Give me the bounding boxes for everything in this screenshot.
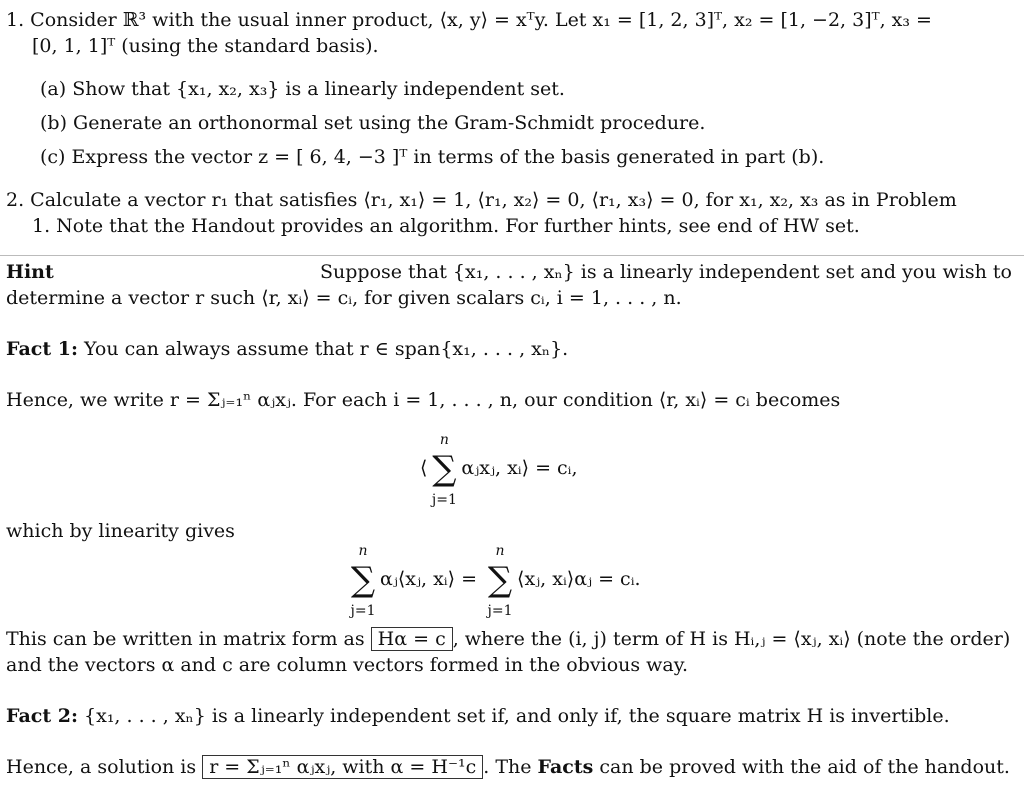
sigma-symbol: ∑ — [350, 560, 376, 600]
sigma-symbol: ∑ — [432, 449, 457, 489]
equation-2-rest: ⟨xⱼ, xᵢ⟩αⱼ = cᵢ. — [517, 568, 641, 590]
problem-1-line-1: 1. Consider ℝ³ with the usual inner product, ⟨x, y⟩ = xᵀy. Let x₁ = [1, 2, 3]ᵀ, x₂ = [1, −2, 3]ᵀ, x₃ = — [6, 9, 932, 31]
equation-1-rest: αⱼxⱼ, xᵢ⟩ = cᵢ, — [461, 457, 578, 479]
solution-box: r = Σⱼ₌₁ⁿ αⱼxⱼ, with α = H⁻¹c — [202, 755, 483, 779]
hint-label: Hint — [6, 261, 54, 283]
equation-2-mid: αⱼ⟨xⱼ, xᵢ⟩ = — [380, 568, 484, 590]
problem-2-line-1: 2. Calculate a vector r₁ that satisfies ⟨r₁, x₁⟩ = 1, ⟨r₁, x₂⟩ = 0, ⟨r₁, x₃⟩ = 0, for x₁, x₂, x₃ as in Problem — [6, 189, 957, 211]
fact-1-text: You can always assume that r ∈ span{x₁, . . . , xₙ}. — [84, 338, 569, 360]
fact-1-label: Fact 1: — [6, 338, 78, 360]
matrix-form-pre: This can be written in matrix form as — [6, 628, 365, 650]
matrix-form-line-2: and the vectors α and c are column vectors formed in the obvious way. — [6, 654, 688, 676]
section-divider — [0, 255, 1024, 256]
solution-line — [6, 755, 1010, 779]
hence-line: Hence, we write r = Σⱼ₌₁ⁿ αⱼxⱼ. For each i = 1, . . . , n, our condition ⟨r, xᵢ⟩ = cᵢ becomes — [6, 389, 841, 411]
hint-line-1: Suppose that {x₁, . . . , xₙ} is a linearly independent set and you wish to — [320, 261, 1012, 283]
equation-2 — [346, 543, 641, 619]
problem-2-line-2: 1. Note that the Handout provides an algorithm. For further hints, see end of HW set. — [32, 215, 860, 237]
hint-line-2: determine a vector r such ⟨r, xᵢ⟩ = cᵢ, for given scalars cᵢ, i = 1, . . . , n. — [6, 287, 682, 309]
fact-1 — [6, 337, 568, 361]
summation-1: n ∑ j=1 — [427, 452, 461, 486]
equation-1 — [420, 432, 578, 508]
problem-1-part-c: (c) Express the vector z = [ 6, 4, −3 ]ᵀ in terms of the basis generated in part (b). — [40, 146, 825, 168]
problem-1-part-a: (a) Show that {x₁, x₂, x₃} is a linearly independent set. — [40, 78, 565, 100]
equation-1-open: ⟨ — [420, 457, 428, 479]
matrix-equation-box: Hα = c — [371, 627, 453, 651]
solution-post: can be proved with the aid of the handout. — [599, 756, 1010, 778]
solution-mid: . The — [483, 756, 532, 778]
linearity-line: which by linearity gives — [6, 520, 235, 542]
fact-2-label: Fact 2: — [6, 705, 78, 727]
summation-2a: n ∑ j=1 — [346, 563, 380, 597]
problem-1-line-2: [0, 1, 1]ᵀ (using the standard basis). — [32, 35, 379, 57]
solution-facts-bold: Facts — [537, 756, 594, 778]
matrix-form-line-1 — [6, 627, 1010, 651]
summation-2b: n ∑ j=1 — [483, 563, 517, 597]
matrix-form-post: , where the (i, j) term of H is Hᵢ,ⱼ = ⟨xⱼ, xᵢ⟩ (note the order) — [452, 628, 1011, 650]
fact-2 — [6, 704, 950, 728]
problem-1-part-b: (b) Generate an orthonormal set using the Gram-Schmidt procedure. — [40, 112, 706, 134]
sigma-symbol: ∑ — [487, 560, 513, 600]
solution-pre: Hence, a solution is — [6, 756, 197, 778]
fact-2-text: {x₁, . . . , xₙ} is a linearly independent set if, and only if, the square matrix H is invertible. — [84, 705, 950, 727]
